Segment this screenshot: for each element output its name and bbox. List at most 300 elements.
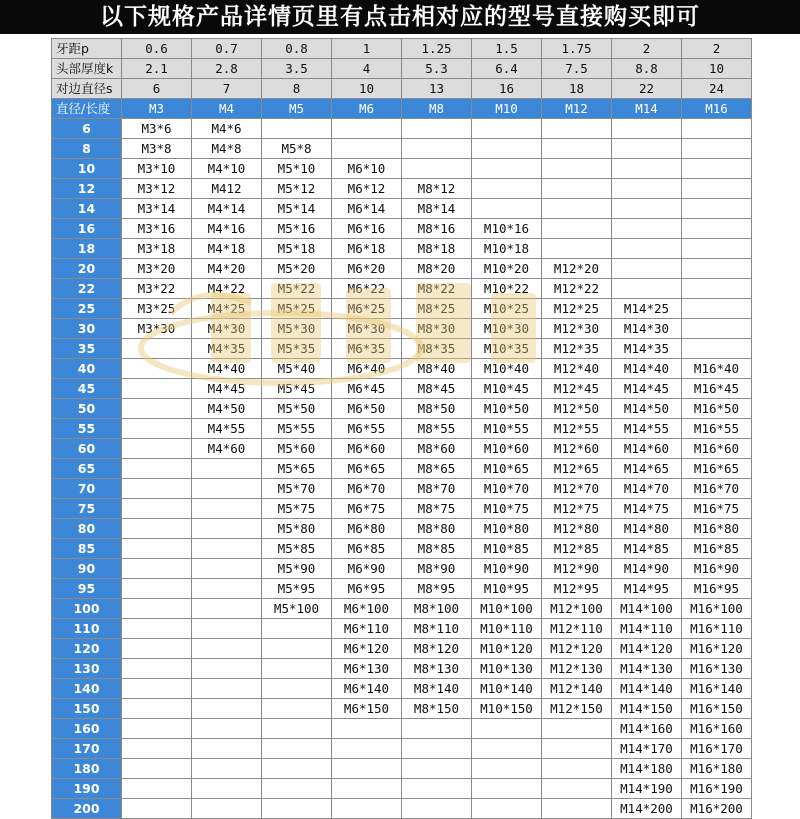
model-cell [192, 599, 262, 619]
model-cell [402, 759, 472, 779]
model-cell: M10*60 [472, 439, 542, 459]
model-cell: M12*100 [542, 599, 612, 619]
header-row [52, 59, 752, 79]
table-row [52, 299, 752, 319]
table-row [52, 519, 752, 539]
model-cell: M8*130 [402, 659, 472, 679]
model-cell [612, 239, 682, 259]
model-cell: M8*80 [402, 519, 472, 539]
spec-value: 13 [402, 79, 472, 99]
model-cell: M6*40 [332, 359, 402, 379]
model-cell [122, 419, 192, 439]
model-cell: M6*25 [332, 299, 402, 319]
model-cell: M6*35 [332, 339, 402, 359]
model-cell: M12*75 [542, 499, 612, 519]
model-cell: M12*40 [542, 359, 612, 379]
model-cell [192, 739, 262, 759]
model-cell: M12*60 [542, 439, 612, 459]
length-label: 140 [52, 679, 122, 699]
spec-value: 7 [192, 79, 262, 99]
model-cell: M10*90 [472, 559, 542, 579]
model-cell [122, 799, 192, 819]
model-cell: M14*50 [612, 399, 682, 419]
model-cell: M6*85 [332, 539, 402, 559]
model-cell [122, 579, 192, 599]
model-cell: M8*35 [402, 339, 472, 359]
model-cell: M16*45 [682, 379, 752, 399]
model-cell: M14*100 [612, 599, 682, 619]
model-cell [122, 339, 192, 359]
model-cell: M10*150 [472, 699, 542, 719]
model-cell [612, 139, 682, 159]
model-cell: M5*75 [262, 499, 332, 519]
model-cell: M10*22 [472, 279, 542, 299]
model-cell [192, 539, 262, 559]
model-cell [542, 239, 612, 259]
table-row [52, 539, 752, 559]
length-label: 65 [52, 459, 122, 479]
table-row [52, 579, 752, 599]
model-cell: M8*50 [402, 399, 472, 419]
model-cell: M10*40 [472, 359, 542, 379]
model-cell [402, 159, 472, 179]
model-cell: M12*95 [542, 579, 612, 599]
model-cell: M12*70 [542, 479, 612, 499]
model-cell [192, 619, 262, 639]
model-cell [682, 259, 752, 279]
model-cell [262, 739, 332, 759]
model-cell [472, 139, 542, 159]
model-cell: M6*150 [332, 699, 402, 719]
model-cell: M8*90 [402, 559, 472, 579]
model-cell [192, 459, 262, 479]
model-cell [262, 699, 332, 719]
model-cell: M5*30 [262, 319, 332, 339]
model-cell [192, 639, 262, 659]
model-cell [122, 459, 192, 479]
length-label: 150 [52, 699, 122, 719]
model-cell [472, 799, 542, 819]
length-label: 60 [52, 439, 122, 459]
model-cell [542, 739, 612, 759]
model-cell [262, 799, 332, 819]
model-cell: M4*10 [192, 159, 262, 179]
page-banner: 以下规格产品详情页里有点击相对应的型号直接购买即可 [0, 0, 800, 34]
model-cell: M10*20 [472, 259, 542, 279]
model-cell [542, 199, 612, 219]
model-cell: M14*45 [612, 379, 682, 399]
spec-value: 0.7 [192, 39, 262, 59]
model-cell: M4*40 [192, 359, 262, 379]
model-cell: M5*14 [262, 199, 332, 219]
model-cell: M10*95 [472, 579, 542, 599]
model-cell: M10*75 [472, 499, 542, 519]
model-cell: M12*50 [542, 399, 612, 419]
model-cell: M6*65 [332, 459, 402, 479]
model-cell: M14*40 [612, 359, 682, 379]
model-cell: M6*140 [332, 679, 402, 699]
spec-value: 18 [542, 79, 612, 99]
size-label: M5 [262, 99, 332, 119]
model-cell: M14*65 [612, 459, 682, 479]
model-cell: M16*120 [682, 639, 752, 659]
model-cell: M4*8 [192, 139, 262, 159]
model-cell: M5*40 [262, 359, 332, 379]
length-label: 95 [52, 579, 122, 599]
model-cell: M16*60 [682, 439, 752, 459]
model-cell [472, 719, 542, 739]
spec-value: 10 [682, 59, 752, 79]
row-label: 直径/长度 [52, 99, 122, 119]
spec-value: 1.25 [402, 39, 472, 59]
model-cell [262, 719, 332, 739]
model-cell: M14*90 [612, 559, 682, 579]
spec-value: 16 [472, 79, 542, 99]
model-cell: M5*10 [262, 159, 332, 179]
model-cell: M4*50 [192, 399, 262, 419]
table-row [52, 239, 752, 259]
table-row [52, 659, 752, 679]
model-cell: M16*110 [682, 619, 752, 639]
table-row [52, 219, 752, 239]
table-row [52, 739, 752, 759]
model-cell: M5*8 [262, 139, 332, 159]
model-cell [122, 499, 192, 519]
model-cell: M10*50 [472, 399, 542, 419]
length-label: 75 [52, 499, 122, 519]
model-cell: M6*110 [332, 619, 402, 639]
model-cell: M14*55 [612, 419, 682, 439]
model-cell: M5*95 [262, 579, 332, 599]
model-cell: M12*22 [542, 279, 612, 299]
spec-table-wrapper [51, 38, 751, 816]
model-cell [122, 699, 192, 719]
model-cell [402, 119, 472, 139]
length-label: 22 [52, 279, 122, 299]
model-cell: M10*18 [472, 239, 542, 259]
model-cell [682, 219, 752, 239]
model-cell [612, 219, 682, 239]
model-cell: M4*25 [192, 299, 262, 319]
spec-value: 2 [612, 39, 682, 59]
size-label: M10 [472, 99, 542, 119]
table-row [52, 759, 752, 779]
model-cell: M16*130 [682, 659, 752, 679]
model-cell: M8*65 [402, 459, 472, 479]
size-header-row [52, 99, 752, 119]
spec-value: 24 [682, 79, 752, 99]
model-cell: M10*55 [472, 419, 542, 439]
model-cell [402, 799, 472, 819]
model-cell: M14*150 [612, 699, 682, 719]
model-cell [262, 639, 332, 659]
model-cell: M14*85 [612, 539, 682, 559]
model-cell: M412 [192, 179, 262, 199]
table-row [52, 319, 752, 339]
length-label: 170 [52, 739, 122, 759]
table-row [52, 419, 752, 439]
model-cell [122, 599, 192, 619]
model-cell [542, 139, 612, 159]
model-cell: M4*35 [192, 339, 262, 359]
model-cell: M12*150 [542, 699, 612, 719]
model-cell [472, 179, 542, 199]
model-cell [192, 679, 262, 699]
model-cell [332, 799, 402, 819]
length-label: 110 [52, 619, 122, 639]
spec-value: 0.6 [122, 39, 192, 59]
model-cell [402, 719, 472, 739]
model-cell: M12*90 [542, 559, 612, 579]
model-cell: M6*18 [332, 239, 402, 259]
model-cell: M6*95 [332, 579, 402, 599]
spec-value: 10 [332, 79, 402, 99]
model-cell: M14*60 [612, 439, 682, 459]
model-cell [192, 659, 262, 679]
model-cell: M6*90 [332, 559, 402, 579]
model-cell: M6*50 [332, 399, 402, 419]
model-cell: M10*130 [472, 659, 542, 679]
model-cell: M5*12 [262, 179, 332, 199]
model-cell [472, 779, 542, 799]
size-label: M3 [122, 99, 192, 119]
model-cell: M10*85 [472, 539, 542, 559]
model-cell [192, 699, 262, 719]
model-cell [612, 199, 682, 219]
table-row [52, 779, 752, 799]
model-cell: M14*200 [612, 799, 682, 819]
model-cell [262, 679, 332, 699]
length-label: 8 [52, 139, 122, 159]
model-cell: M16*180 [682, 759, 752, 779]
model-cell: M5*18 [262, 239, 332, 259]
model-cell: M16*50 [682, 399, 752, 419]
model-cell: M8*22 [402, 279, 472, 299]
model-cell: M3*8 [122, 139, 192, 159]
model-cell: M12*45 [542, 379, 612, 399]
model-cell [192, 579, 262, 599]
model-cell: M6*12 [332, 179, 402, 199]
model-cell: M14*110 [612, 619, 682, 639]
length-label: 25 [52, 299, 122, 319]
model-cell [122, 779, 192, 799]
model-cell: M8*16 [402, 219, 472, 239]
model-cell [192, 779, 262, 799]
table-row [52, 159, 752, 179]
model-cell: M4*60 [192, 439, 262, 459]
model-cell: M5*65 [262, 459, 332, 479]
model-cell [472, 759, 542, 779]
model-cell [192, 499, 262, 519]
model-cell: M16*140 [682, 679, 752, 699]
model-cell: M16*95 [682, 579, 752, 599]
model-cell: M3*6 [122, 119, 192, 139]
model-cell: M8*75 [402, 499, 472, 519]
model-cell [472, 199, 542, 219]
model-cell: M16*70 [682, 479, 752, 499]
model-cell: M16*80 [682, 519, 752, 539]
model-cell [122, 479, 192, 499]
model-cell [612, 279, 682, 299]
table-row [52, 559, 752, 579]
model-cell: M12*35 [542, 339, 612, 359]
model-cell: M3*18 [122, 239, 192, 259]
model-cell: M14*80 [612, 519, 682, 539]
model-cell: M10*120 [472, 639, 542, 659]
model-cell: M3*20 [122, 259, 192, 279]
model-cell [332, 719, 402, 739]
model-cell: M8*30 [402, 319, 472, 339]
model-cell: M12*20 [542, 259, 612, 279]
model-cell [682, 199, 752, 219]
spec-value: 5.3 [402, 59, 472, 79]
model-cell: M8*60 [402, 439, 472, 459]
model-cell: M6*70 [332, 479, 402, 499]
model-cell: M6*30 [332, 319, 402, 339]
model-cell [682, 299, 752, 319]
model-cell [122, 759, 192, 779]
model-cell: M10*45 [472, 379, 542, 399]
model-cell: M6*75 [332, 499, 402, 519]
model-cell: M5*16 [262, 219, 332, 239]
model-cell [122, 539, 192, 559]
length-label: 45 [52, 379, 122, 399]
model-cell: M5*90 [262, 559, 332, 579]
model-cell: M16*170 [682, 739, 752, 759]
model-cell: M3*25 [122, 299, 192, 319]
size-label: M14 [612, 99, 682, 119]
table-row [52, 199, 752, 219]
table-row [52, 179, 752, 199]
spec-value: 2 [682, 39, 752, 59]
model-cell: M16*200 [682, 799, 752, 819]
table-row [52, 259, 752, 279]
model-cell [612, 259, 682, 279]
length-label: 40 [52, 359, 122, 379]
model-cell: M8*40 [402, 359, 472, 379]
model-cell [402, 139, 472, 159]
model-cell: M8*70 [402, 479, 472, 499]
model-cell: M5*35 [262, 339, 332, 359]
model-cell: M14*140 [612, 679, 682, 699]
model-cell: M14*170 [612, 739, 682, 759]
model-cell [682, 179, 752, 199]
model-cell: M8*85 [402, 539, 472, 559]
model-cell: M6*130 [332, 659, 402, 679]
model-cell: M4*22 [192, 279, 262, 299]
model-cell: M8*55 [402, 419, 472, 439]
spec-value: 1.75 [542, 39, 612, 59]
model-cell [682, 279, 752, 299]
table-row [52, 399, 752, 419]
model-cell [542, 219, 612, 239]
model-cell: M6*14 [332, 199, 402, 219]
model-cell: M16*190 [682, 779, 752, 799]
model-cell: M4*6 [192, 119, 262, 139]
model-cell [262, 779, 332, 799]
model-cell: M10*140 [472, 679, 542, 699]
length-label: 100 [52, 599, 122, 619]
header-row [52, 39, 752, 59]
table-row [52, 339, 752, 359]
model-cell: M5*80 [262, 519, 332, 539]
spec-value: 1.5 [472, 39, 542, 59]
model-cell: M16*150 [682, 699, 752, 719]
model-cell: M6*10 [332, 159, 402, 179]
model-cell [542, 179, 612, 199]
model-cell: M8*25 [402, 299, 472, 319]
model-cell: M16*100 [682, 599, 752, 619]
model-cell: M8*95 [402, 579, 472, 599]
model-cell [332, 759, 402, 779]
spec-value: 3.5 [262, 59, 332, 79]
model-cell [682, 319, 752, 339]
table-row [52, 679, 752, 699]
model-cell [262, 619, 332, 639]
model-cell: M4*45 [192, 379, 262, 399]
model-cell: M8*150 [402, 699, 472, 719]
table-row [52, 799, 752, 819]
model-cell: M10*35 [472, 339, 542, 359]
table-row [52, 119, 752, 139]
model-cell: M3*14 [122, 199, 192, 219]
length-label: 12 [52, 179, 122, 199]
model-cell: M3*22 [122, 279, 192, 299]
model-cell: M10*80 [472, 519, 542, 539]
model-cell [682, 239, 752, 259]
model-cell [472, 119, 542, 139]
length-label: 200 [52, 799, 122, 819]
model-cell [612, 179, 682, 199]
model-cell: M16*85 [682, 539, 752, 559]
model-cell: M5*45 [262, 379, 332, 399]
model-cell: M14*190 [612, 779, 682, 799]
model-cell [122, 739, 192, 759]
model-cell: M12*65 [542, 459, 612, 479]
model-cell [682, 339, 752, 359]
model-cell [402, 779, 472, 799]
model-cell [612, 119, 682, 139]
model-cell: M8*120 [402, 639, 472, 659]
size-label: M16 [682, 99, 752, 119]
model-cell: M14*120 [612, 639, 682, 659]
model-cell [122, 379, 192, 399]
model-cell [122, 519, 192, 539]
model-cell: M4*16 [192, 219, 262, 239]
model-cell: M6*120 [332, 639, 402, 659]
model-cell: M8*140 [402, 679, 472, 699]
table-row [52, 619, 752, 639]
spec-value: 1 [332, 39, 402, 59]
model-cell: M12*80 [542, 519, 612, 539]
spec-value: 2.1 [122, 59, 192, 79]
model-cell: M4*14 [192, 199, 262, 219]
size-label: M4 [192, 99, 262, 119]
row-label: 头部厚度k [52, 59, 122, 79]
model-cell [332, 779, 402, 799]
length-label: 55 [52, 419, 122, 439]
model-cell: M4*55 [192, 419, 262, 439]
model-cell: M14*75 [612, 499, 682, 519]
model-cell: M5*85 [262, 539, 332, 559]
model-cell [122, 359, 192, 379]
model-cell [192, 519, 262, 539]
model-cell: M16*160 [682, 719, 752, 739]
model-cell: M16*75 [682, 499, 752, 519]
model-cell [122, 619, 192, 639]
row-label: 对边直径s [52, 79, 122, 99]
length-label: 120 [52, 639, 122, 659]
